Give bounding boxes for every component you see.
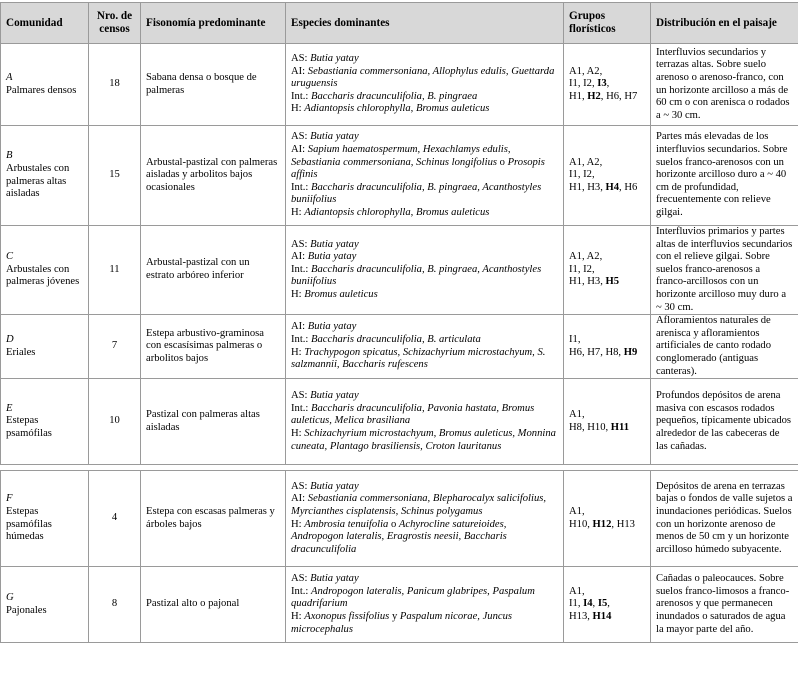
table-row [1, 567, 798, 643]
grupos-line: H6, H7, H8, H9 [569, 346, 638, 358]
especies-line: AI: Sebastiania commersoniana, Allophylus edulis, Guettarda uruguensis [291, 65, 555, 90]
especies-line: Int.: Baccharis dracunculifolia, Pavonia hastata, Bromus auleticus, Melica brasiliana [291, 402, 535, 427]
especies-line: H: Schizachyrium microstachyum, Bromus auleticus, Monnina cuneata, Plantago brasiliensis, Croton lauritanus [291, 427, 556, 452]
especies-line: AS: Butia yatay [291, 131, 359, 143]
grupos-line: I1, I2, I3, [569, 78, 610, 90]
censos-cell: 10 [89, 379, 141, 465]
comunidad-name: Estepas psamófilas [6, 415, 52, 439]
especies-line: AS: Butia yatay [291, 53, 359, 65]
header-distribucion: Distribución en el paisaje [651, 3, 798, 44]
distribucion-cell: Depósitos de arena en terrazas bajas o fondos de valle sujetos a inundaciones periódicas. Suelos con un horizonte arenoso de menos de 50 cm y un horizonte arcilloso húmedo subyacente. [651, 471, 798, 567]
comunidad-cell [1, 471, 89, 567]
comunidad-cell [1, 567, 89, 643]
especies-line: AI: Butia yatay [291, 321, 357, 333]
especies-cell [286, 567, 564, 643]
especies-cell [286, 471, 564, 567]
comunidad-letter: E [6, 402, 13, 414]
distribucion-cell: Partes más elevadas de los interfluvios secundarios. Sobre suelos franco-arenosos con un horizonte arcilloso duro a ~ 40 cm de profundidad, frecuentemente con relieve gilgai. [651, 126, 798, 226]
comunidad-name: Arbustales con palmeras jóvenes [6, 263, 80, 288]
table-row [1, 44, 798, 126]
table-row [1, 226, 798, 315]
especies-line: H: Adiantopsis chlorophylla, Bromus auleticus [291, 103, 490, 115]
especies-line: H: Bromus auleticus [291, 288, 378, 300]
fisonomia-cell: Estepa arbustivo-graminosa con escasísimas palmeras o arbolitos bajos [141, 315, 286, 379]
grupos-line: H8, H10, H11 [569, 421, 630, 433]
comunidad-letter: D [6, 334, 14, 346]
grupos-cell [564, 315, 651, 379]
grupos-line: H1, H2, H6, H7 [569, 90, 638, 102]
distribucion-cell: Interfluvios secundarios y terrazas altas. Sobre suelo arenoso o arenoso-franco, con un horizonte arcilloso a más de 60 cm o con arenisca o rodados a ~ 30 cm. [651, 44, 798, 126]
grupos-cell [564, 44, 651, 126]
especies-line: AS: Butia yatay [291, 480, 359, 492]
censos-cell: 8 [89, 567, 141, 643]
comunidad-name: Estepas psamófilas húmedas [6, 506, 52, 543]
censos-cell: 11 [89, 226, 141, 315]
header-grupos: Grupos florísticos [564, 3, 651, 44]
grupos-line: A1, [569, 409, 585, 421]
fisonomia-cell: Pastizal alto o pajonal [141, 567, 286, 643]
grupos-line: A1, [569, 585, 585, 597]
especies-line: Int.: Baccharis dracunculifolia, B. pingraea [291, 90, 478, 102]
header-censos: Nro. de censos [89, 3, 141, 44]
especies-line: AI: Sapium haematospermum, Hexachlamys edulis, Sebastiania commersoniana, Schinus longifolius o Prosopis affinis [291, 144, 545, 181]
distribucion-cell: Profundos depósitos de arena masiva con escasos rodados pequeños, típicamente ubicados alrededor de las cabeceras de las cañadas. [651, 379, 798, 465]
comunidad-name: Arbustales con palmeras altas aisladas [6, 162, 70, 200]
grupos-line: A1, A2, [569, 65, 603, 77]
grupos-cell [564, 126, 651, 226]
comunidad-cell [1, 315, 89, 379]
especies-cell [286, 126, 564, 226]
grupos-line: A1, [569, 506, 585, 518]
especies-line: Int.: Baccharis dracunculifolia, B. pingraea, Acanthostyles buniifolius [291, 181, 542, 206]
distribucion-cell: Afloramientos naturales de arenisca y afloramientos artificiales de canto rodado conglomerado (antiguas canteras). [651, 315, 798, 379]
censos-cell: 4 [89, 471, 141, 567]
especies-cell [286, 315, 564, 379]
comunidad-name: Pajonales [6, 604, 47, 616]
comunidad-cell [1, 226, 89, 315]
fisonomia-cell: Arbustal-pastizal con palmeras aisladas y arbolitos bajos ocasionales [141, 126, 286, 226]
especies-cell [286, 44, 564, 126]
especies-line: AI: Sebastiania commersoniana, Blepharocalyx salicifolius, Myrcianthes cisplatensis, Schinus polygamus [291, 493, 547, 518]
comunidad-letter: B [6, 150, 13, 162]
comunidad-letter: A [6, 71, 13, 83]
fisonomia-cell: Pastizal con palmeras altas aisladas [141, 379, 286, 465]
especies-line: AS: Butia yatay [291, 238, 359, 250]
especies-cell [286, 226, 564, 315]
censos-cell: 7 [89, 315, 141, 379]
comunidad-letter: F [6, 493, 13, 505]
comunidad-cell [1, 126, 89, 226]
grupos-cell [564, 471, 651, 567]
grupos-line: I1, I2, [569, 169, 595, 181]
comunidad-name: Palmares densos [6, 84, 77, 96]
table-row [1, 379, 798, 465]
censos-cell: 18 [89, 44, 141, 126]
especies-line: Int.: Baccharis dracunculifolia, B. articulata [291, 334, 481, 346]
header-fisonomia: Fisonomía predominante [141, 3, 286, 44]
especies-line: H: Adiantopsis chlorophylla, Bromus auleticus [291, 206, 490, 218]
comunidad-name: Eriales [6, 346, 36, 358]
grupos-cell [564, 567, 651, 643]
header-comunidad: Comunidad [1, 3, 89, 44]
grupos-cell [564, 226, 651, 315]
table-row [1, 471, 798, 567]
grupos-line: I1, I2, [569, 263, 595, 275]
comunidad-cell [1, 44, 89, 126]
table-row [1, 126, 798, 226]
header-row [1, 3, 798, 44]
table-row [1, 315, 798, 379]
grupos-line: I1, I4, I5, [569, 598, 610, 610]
fisonomia-cell: Arbustal-pastizal con un estrato arbóreo inferior [141, 226, 286, 315]
especies-line: Int.: Baccharis dracunculifolia, B. pingraea, Acanthostyles buniifolius [291, 263, 542, 288]
especies-line: H: Trachypogon spicatus, Schizachyrium microstachyum, S. salzmannii, Baccharis rufescens [291, 346, 546, 371]
especies-line: AI: Butia yatay [291, 251, 357, 263]
grupos-line: A1, A2, [569, 156, 603, 168]
distribucion-cell: Cañadas o paleocauces. Sobre suelos franco-limosos a franco-arenosos y que permanecen inundados o saturados de agua la mayor parte del año. [651, 567, 798, 643]
grupos-line: H1, H3, H5 [569, 276, 620, 288]
especies-line: H: Axonopus fissifolius y Paspalum nicorae, Juncus microcephalus [291, 610, 513, 635]
comunidad-letter: C [6, 251, 14, 263]
communities-table [0, 2, 798, 643]
header-especies: Especies dominantes [286, 3, 564, 44]
grupos-line: H1, H3, H4, H6 [569, 181, 638, 193]
especies-line: AS: Butia yatay [291, 390, 359, 402]
grupos-line: I1, [569, 334, 581, 346]
especies-line: H: Ambrosia tenuifolia o Achyrocline satureioides, Andropogon lateralis, Eragrostis neesii, Baccharis dracunculifolia [291, 518, 507, 555]
especies-line: Int.: Andropogon lateralis, Panicum glabripes, Paspalum quadrifarium [291, 585, 535, 610]
comunidad-letter: G [6, 592, 14, 604]
especies-line: AS: Butia yatay [291, 573, 359, 585]
fisonomia-cell: Estepa con escasas palmeras y árboles bajos [141, 471, 286, 567]
fisonomia-cell: Sabana densa o bosque de palmeras [141, 44, 286, 126]
grupos-cell [564, 379, 651, 465]
grupos-line: A1, A2, [569, 251, 603, 263]
grupos-line: H10, H12, H13 [569, 518, 635, 530]
censos-cell: 15 [89, 126, 141, 226]
especies-cell [286, 379, 564, 465]
grupos-line: H13, H14 [569, 610, 612, 622]
distribucion-cell: Interfluvios primarios y partes altas de interfluvios secundarios con el relieve gilgai. Sobre suelos franco-arenosos a franco-arcillosos con un horizonte arcilloso muy duro a ~ 30 cm. [651, 226, 798, 315]
comunidad-cell [1, 379, 89, 465]
